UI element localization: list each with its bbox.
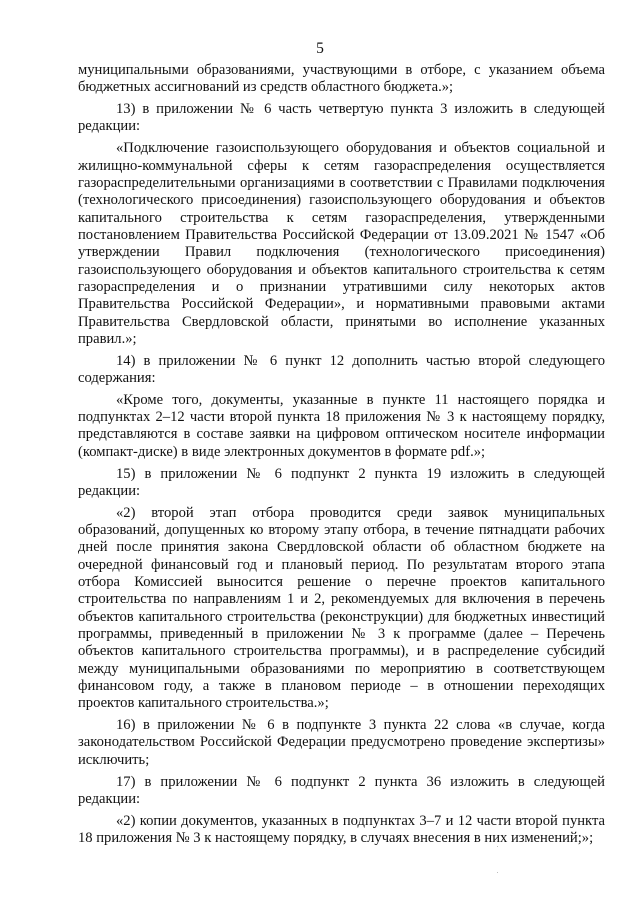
page-number: 5 bbox=[316, 40, 324, 57]
paragraph-item-13: 13) в приложении № 6 часть четвертую пункта 3 изложить в следующей редакции: bbox=[78, 101, 605, 135]
scan-speck bbox=[497, 872, 498, 873]
paragraph-item-14: 14) в приложении № 6 пункт 12 дополнить частью второй следующего содержания: bbox=[78, 352, 605, 387]
scan-speck bbox=[497, 846, 498, 847]
paragraph-item-17: 17) в приложении № 6 подпункт 2 пункта 36 изложить в следующей редакции: bbox=[78, 773, 605, 807]
paragraph-quote-item-13: «Подключение газоиспользующего оборудования и объектов социальной и жилищно-коммунальной сферы к сетям газораспределения осуществляется газораспределительными организациями в соответствии с Правилами подключения (технологического присоединения) газоиспользующего оборудования и объектов капитального строительства к сетям газораспределения, утвержденными постановлением Правительства Российской Федерации от 13.09.2021 № 1547 «Об утверждении Правил подключения (технологического присоединения) газоиспользующего оборудования и объектов капитального строительства к сетям газораспределения и о признании утратившими силу некоторых актов Правительства Российской Федерации», и нормативными правовыми актами Правительства Свердловской области, принятыми во исполнение указанных правил.»; bbox=[78, 140, 605, 347]
paragraph-item-15: 15) в приложении № 6 подпункт 2 пункта 19 изложить в следующей редакции: bbox=[78, 465, 605, 499]
paragraph-quote-item-14: «Кроме того, документы, указанные в пункте 11 настоящего порядка и подпунктах 2–12 части второй пункта 18 приложения № 3 к настоящему порядку, представляются в составе заявки на цифровом оптическом носителе информации (компакт-диске) в виде электронных документов в формате pdf.»; bbox=[78, 391, 605, 460]
paragraph-item-16: 16) в приложении № 6 в подпункте 3 пункта 22 слова «в случае, когда законодательством Российской Федерации предусмотрено проведение экспертизы» исключить; bbox=[78, 717, 605, 768]
paragraph-continuation: муниципальными образованиями, участвующими в отборе, с указанием объема бюджетных ассигнований из средств областного бюджета.»; bbox=[78, 62, 605, 96]
paragraph-quote-item-17: «2) копии документов, указанных в подпунктах 3–7 и 12 части второй пункта 18 приложения № 3 к настоящему порядку, в случаях внесения в них изменений;»; bbox=[78, 812, 605, 846]
paragraph-quote-item-15: «2) второй этап отбора проводится среди заявок муниципальных образований, допущенных ко второму этапу отбора, в течение пятнадцати рабочих дней после принятия закона Свердловской области об областном бюджете на очередной финансовый год и плановый период. По результатам второго этапа отбора Комиссией выносится решение о перечне проектов капитального строительства по направлениям 1 и 2, рекомендуемых для включения в перечень объектов капитального строительства (реконструкции) для бюджетных инвестиций программы, приведенный в приложении № 3 к программе (далее – Перечень объектов капитального строительства программы), и в распределение субсидий между муниципальными образованиями по мероприятию в соответствующем финансовом году, а также в плановом периоде – в отношении переходящих проектов капитального строительства.»; bbox=[78, 504, 605, 712]
document-body bbox=[78, 62, 605, 852]
